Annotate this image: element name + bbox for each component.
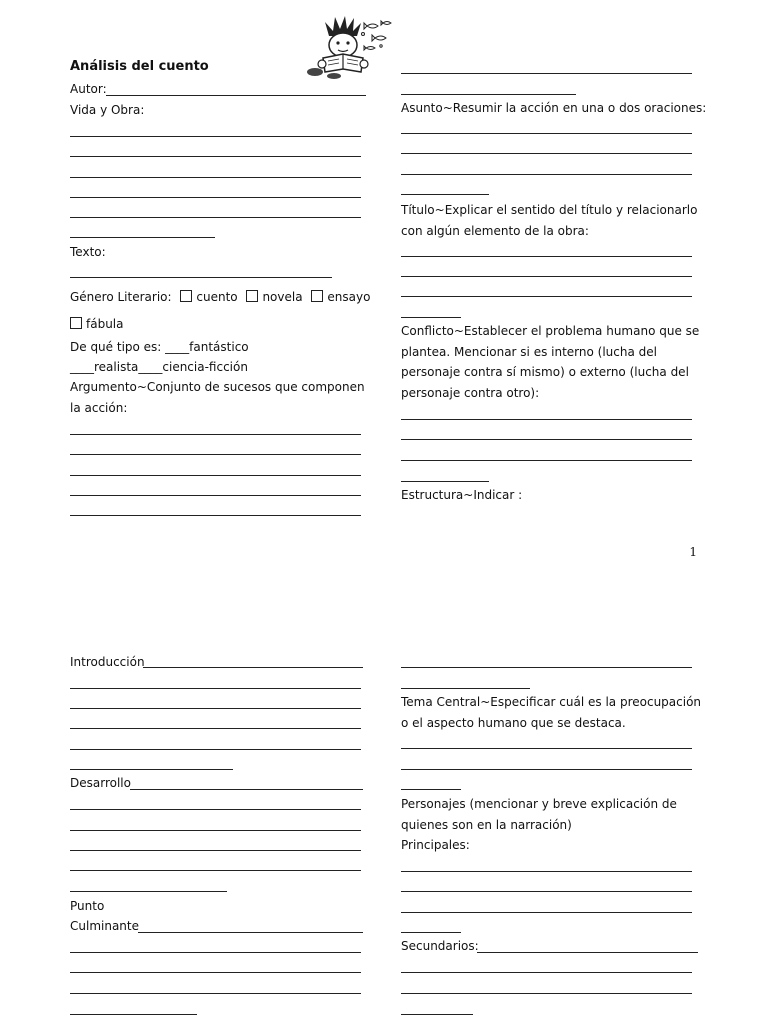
introduccion-blank-5[interactable]: [70, 769, 233, 770]
texto-blank[interactable]: [70, 277, 332, 278]
cuento-checkbox[interactable]: [180, 290, 192, 302]
genero-label: Género Literario:: [70, 290, 172, 304]
titulo-blank-4[interactable]: [401, 317, 461, 318]
culminante-label: Culminante: [70, 919, 139, 933]
culminante-blank-4[interactable]: [70, 1014, 197, 1015]
asunto-blank-1[interactable]: [401, 133, 692, 134]
punto-label: Punto: [70, 899, 105, 913]
vida-obra-blank-3[interactable]: [70, 177, 361, 178]
culminante-blank-1[interactable]: [70, 952, 361, 953]
cuento-option-label: cuento: [196, 290, 238, 304]
fantastico-option-label: fantástico: [189, 340, 249, 354]
conflicto-label: Conflicto~Establecer el problema humano que se: [401, 324, 700, 338]
tema-blank-3[interactable]: [401, 789, 461, 790]
desarrollo-blank-4[interactable]: [70, 870, 361, 871]
top-right-blank-2[interactable]: [401, 94, 576, 95]
conflicto-blank-3[interactable]: [401, 460, 692, 461]
fabula-row: [70, 317, 124, 331]
vida-obra-blank-4[interactable]: [70, 197, 361, 198]
conflicto-label-3: personaje contra sí mismo) o externo (lucha del: [401, 365, 689, 379]
genero-row: [70, 290, 370, 304]
principales-blank-1[interactable]: [401, 871, 692, 872]
argumento-blank-2[interactable]: [70, 454, 361, 455]
fantastico-blank[interactable]: ____: [165, 340, 190, 354]
argumento-blank-4[interactable]: [70, 495, 361, 496]
introduccion-blank-0[interactable]: [143, 667, 363, 668]
autor-blank[interactable]: [106, 95, 366, 96]
asunto-blank-4[interactable]: [401, 194, 489, 195]
worksheet-page-2: [0, 560, 768, 1024]
secundarios-blank-1[interactable]: [401, 972, 692, 973]
culminante-blank-0[interactable]: [138, 932, 363, 933]
desarrollo-blank-1[interactable]: [70, 809, 361, 810]
principales-blank-3[interactable]: [401, 912, 692, 913]
worksheet-title: Análisis del cuento: [70, 59, 209, 74]
asunto-blank-3[interactable]: [401, 174, 692, 175]
novela-option-label: novela: [262, 290, 303, 304]
asunto-blank-2[interactable]: [401, 153, 692, 154]
titulo-blank-3[interactable]: [401, 296, 692, 297]
vida-obra-label: Vida y Obra:: [70, 103, 145, 117]
introduccion-blank-2[interactable]: [70, 708, 361, 709]
secundarios-blank-0[interactable]: [477, 952, 698, 953]
titulo-label-cont: con algún elemento de la obra:: [401, 224, 589, 238]
novela-checkbox[interactable]: [246, 290, 258, 302]
top-right-blank-1[interactable]: [401, 73, 692, 74]
tipo-options-line[interactable]: ____realista____ciencia-ficción: [70, 360, 248, 374]
argumento-blank-1[interactable]: [70, 434, 361, 435]
argumento-blank-5[interactable]: [70, 515, 361, 516]
tema-blank-2[interactable]: [401, 769, 692, 770]
conflicto-blank-2[interactable]: [401, 439, 692, 440]
tema-blank-1[interactable]: [401, 748, 692, 749]
secundarios-blank-3[interactable]: [401, 1014, 473, 1015]
introduccion-blank-1[interactable]: [70, 688, 361, 689]
introduccion-blank-4[interactable]: [70, 749, 361, 750]
vida-obra-blank-5[interactable]: [70, 217, 361, 218]
autor-label: Autor:: [70, 82, 107, 96]
desarrollo-blank-5[interactable]: [70, 891, 227, 892]
fabula-checkbox[interactable]: [70, 317, 82, 329]
titulo-label: Título~Explicar el sentido del título y relacionarlo: [401, 203, 698, 217]
principales-blank-2[interactable]: [401, 891, 692, 892]
fabula-option-label: fábula: [86, 317, 124, 331]
culminante-blank-3[interactable]: [70, 993, 361, 994]
p2-top-right-blank-2[interactable]: [401, 688, 530, 689]
conflicto-label-4: personaje contra otro):: [401, 386, 540, 400]
desarrollo-label: Desarrollo: [70, 776, 131, 790]
page-number: 1: [689, 545, 697, 559]
child-reading-illustration-icon: [303, 14, 395, 80]
vida-obra-blank-6[interactable]: [70, 237, 215, 238]
culminante-blank-2[interactable]: [70, 972, 361, 973]
titulo-blank-2[interactable]: [401, 276, 692, 277]
desarrollo-blank-3[interactable]: [70, 850, 361, 851]
principales-blank-4[interactable]: [401, 932, 461, 933]
conflicto-blank-1[interactable]: [401, 419, 692, 420]
conflicto-label-2: plantea. Mencionar si es interno (lucha del: [401, 345, 657, 359]
ensayo-option-label: ensayo: [327, 290, 371, 304]
tipo-label: De qué tipo es:: [70, 340, 166, 354]
desarrollo-blank-2[interactable]: [70, 830, 361, 831]
titulo-blank-1[interactable]: [401, 256, 692, 257]
argumento-label: Argumento~Conjunto de sucesos que componen: [70, 380, 365, 394]
secundarios-label: Secundarios:: [401, 939, 479, 953]
tema-central-label-cont: o el aspecto humano que se destaca.: [401, 716, 626, 730]
asunto-label: Asunto~Resumir la acción en una o dos oraciones:: [401, 101, 707, 115]
conflicto-blank-4[interactable]: [401, 481, 489, 482]
personajes-label: Personajes (mencionar y breve explicación de: [401, 797, 677, 811]
introduccion-label: Introducción: [70, 655, 145, 669]
estructura-label: Estructura~Indicar :: [401, 488, 523, 502]
tipo-row: [70, 340, 249, 354]
vida-obra-blank-2[interactable]: [70, 156, 361, 157]
desarrollo-blank-0[interactable]: [130, 789, 363, 790]
argumento-label-cont: la acción:: [70, 401, 128, 415]
secundarios-blank-2[interactable]: [401, 993, 692, 994]
tema-central-label: Tema Central~Especificar cuál es la preocupación: [401, 695, 702, 709]
principales-label: Principales:: [401, 838, 470, 852]
vida-obra-blank-1[interactable]: [70, 136, 361, 137]
ensayo-checkbox[interactable]: [311, 290, 323, 302]
texto-label: Texto:: [70, 245, 106, 259]
p2-top-right-blank-1[interactable]: [401, 667, 692, 668]
personajes-label-cont: quienes son en la narración): [401, 818, 572, 832]
argumento-blank-3[interactable]: [70, 475, 361, 476]
introduccion-blank-3[interactable]: [70, 728, 361, 729]
